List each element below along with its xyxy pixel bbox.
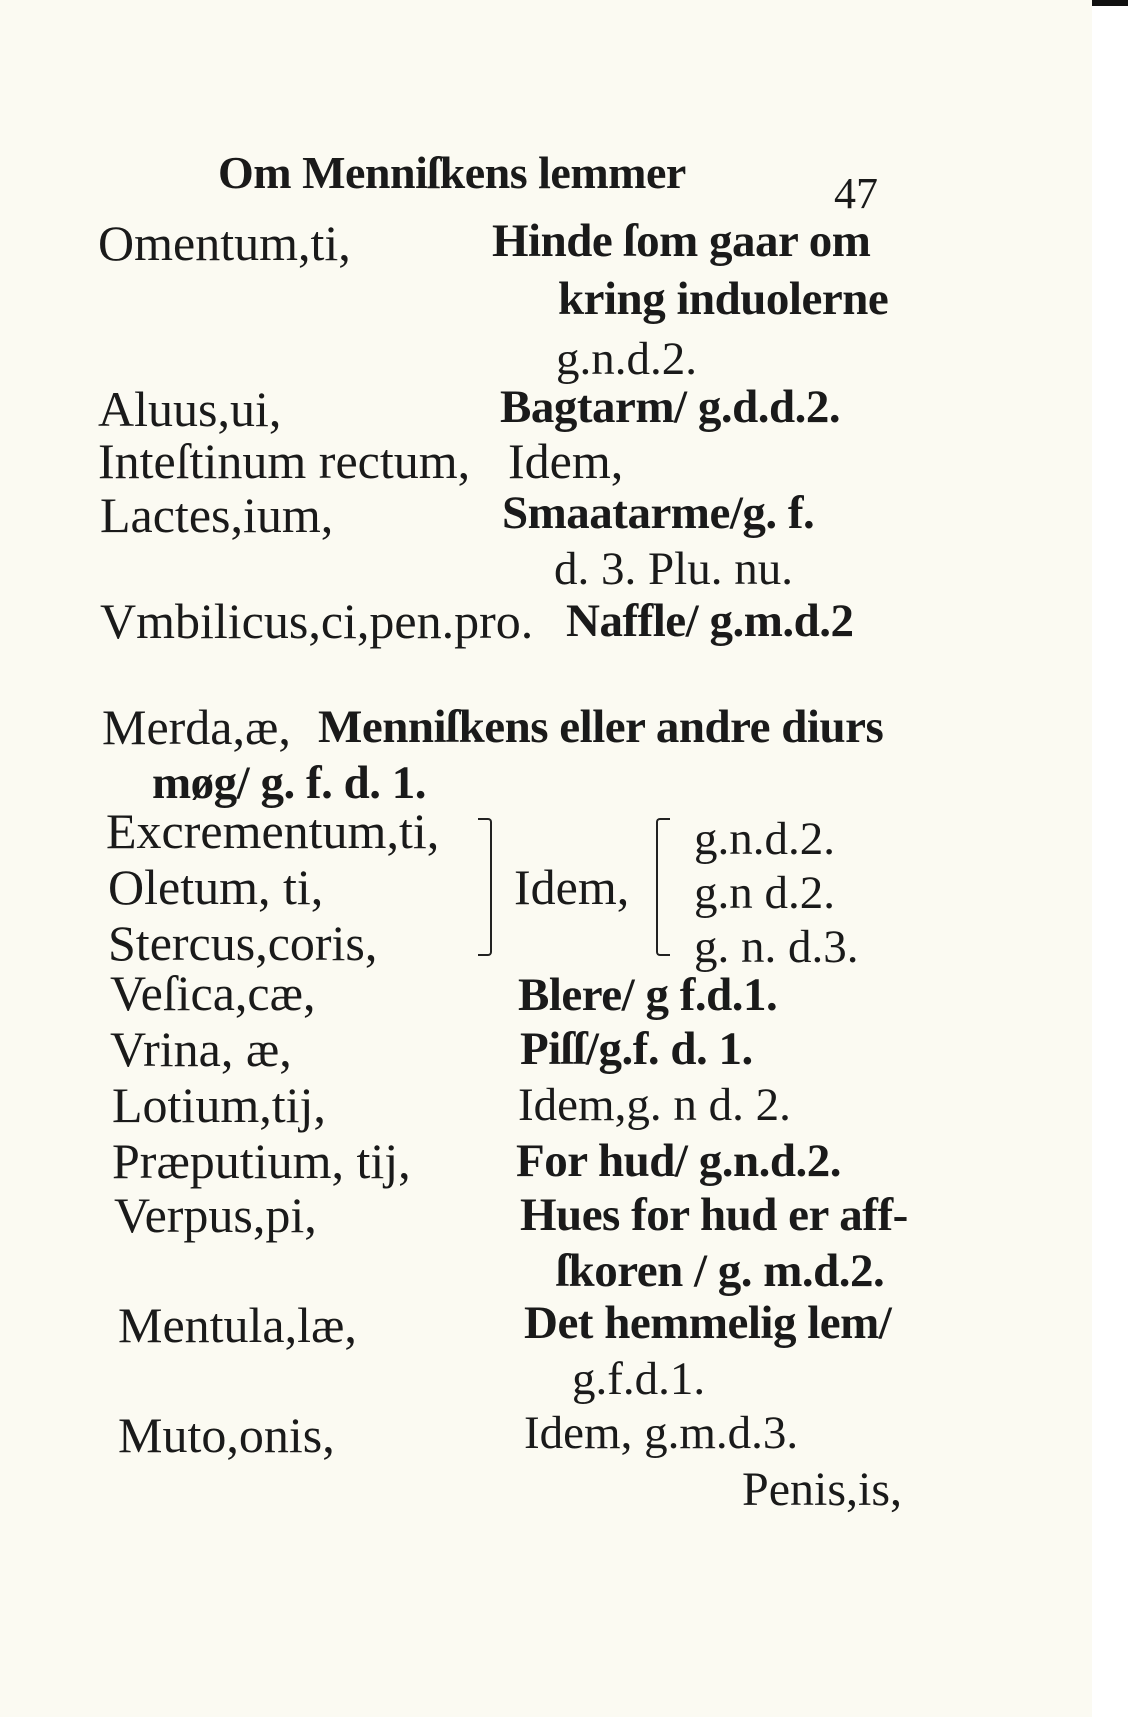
entry-latin: Excrementum,ti, <box>106 803 440 859</box>
catchword: Penis,is, <box>742 1463 903 1516</box>
entry-gloss: g.n.d.2. <box>694 813 835 865</box>
left-brace <box>478 818 492 956</box>
entry-gloss: Menniſkens eller andre diurs <box>318 701 884 753</box>
entry-latin: Vmbilicus,ci,pen.pro. <box>100 593 534 649</box>
entry-gloss: Idem,g. n d. 2. <box>518 1079 791 1131</box>
bracket-gloss: Idem, <box>514 859 630 915</box>
right-margin <box>1092 0 1128 1717</box>
entry-gloss: For hud/ g.n.d.2. <box>516 1135 841 1187</box>
entry-latin: Præputium, tij, <box>112 1133 411 1189</box>
entry-latin: Omentum,ti, <box>98 215 351 271</box>
entry-latin: Verpus,pi, <box>114 1187 317 1243</box>
corner-mark <box>1092 0 1128 6</box>
right-brace <box>656 818 670 956</box>
entry-latin: Veſica,cæ, <box>110 965 316 1021</box>
entry-latin: Oletum, ti, <box>108 859 324 915</box>
entry-gloss: Hues for hud er aff- <box>520 1189 908 1241</box>
entry-gloss: Blere/ g f.d.1. <box>518 969 778 1021</box>
entry-gloss: Hinde ſom gaar om <box>492 215 871 267</box>
entry-gloss: ſkoren / g. m.d.2. <box>556 1245 885 1297</box>
entry-gloss: g.n.d.2. <box>556 333 697 385</box>
entry-gloss: kring induolerne <box>558 273 889 325</box>
page-number: 47 <box>834 169 878 218</box>
entry-gloss: Smaatarme/g. f. <box>502 487 815 539</box>
entry-gloss: g. n. d.3. <box>694 921 859 973</box>
entry-latin: Vrina, æ, <box>110 1021 292 1077</box>
entry-latin: Aluus,ui, <box>98 381 282 437</box>
entry-latin: Mentula,læ, <box>118 1297 357 1353</box>
entry-gloss: Bagtarm/ g.d.d.2. <box>500 381 841 433</box>
entry-gloss: d. 3. Plu. nu. <box>554 543 793 595</box>
entry-gloss: Naffle/ g.m.d.2 <box>566 595 854 647</box>
entry-gloss: g.n d.2. <box>694 867 835 919</box>
entry-latin: Lotium,tij, <box>112 1077 326 1133</box>
entry-latin: Stercus,coris, <box>108 915 378 971</box>
entry-latin: Lactes,ium, <box>100 487 334 543</box>
entry-gloss: g.f.d.1. <box>572 1353 706 1405</box>
entry-latin: Inteſtinum rectum, <box>98 433 471 489</box>
entry-gloss: møg/ g. f. d. 1. <box>152 757 426 809</box>
entry-gloss: Idem, g.m.d.3. <box>524 1407 799 1459</box>
entry-latin: Merda,æ, <box>102 699 291 755</box>
entry-gloss: Piſſ/g.f. d. 1. <box>520 1023 753 1075</box>
running-head: Om Menniſkens lemmer <box>218 147 686 198</box>
entry-gloss: Idem, <box>508 433 624 489</box>
entry-gloss: Det hemmelig lem/ <box>524 1297 892 1349</box>
entry-latin: Muto,onis, <box>118 1407 335 1463</box>
